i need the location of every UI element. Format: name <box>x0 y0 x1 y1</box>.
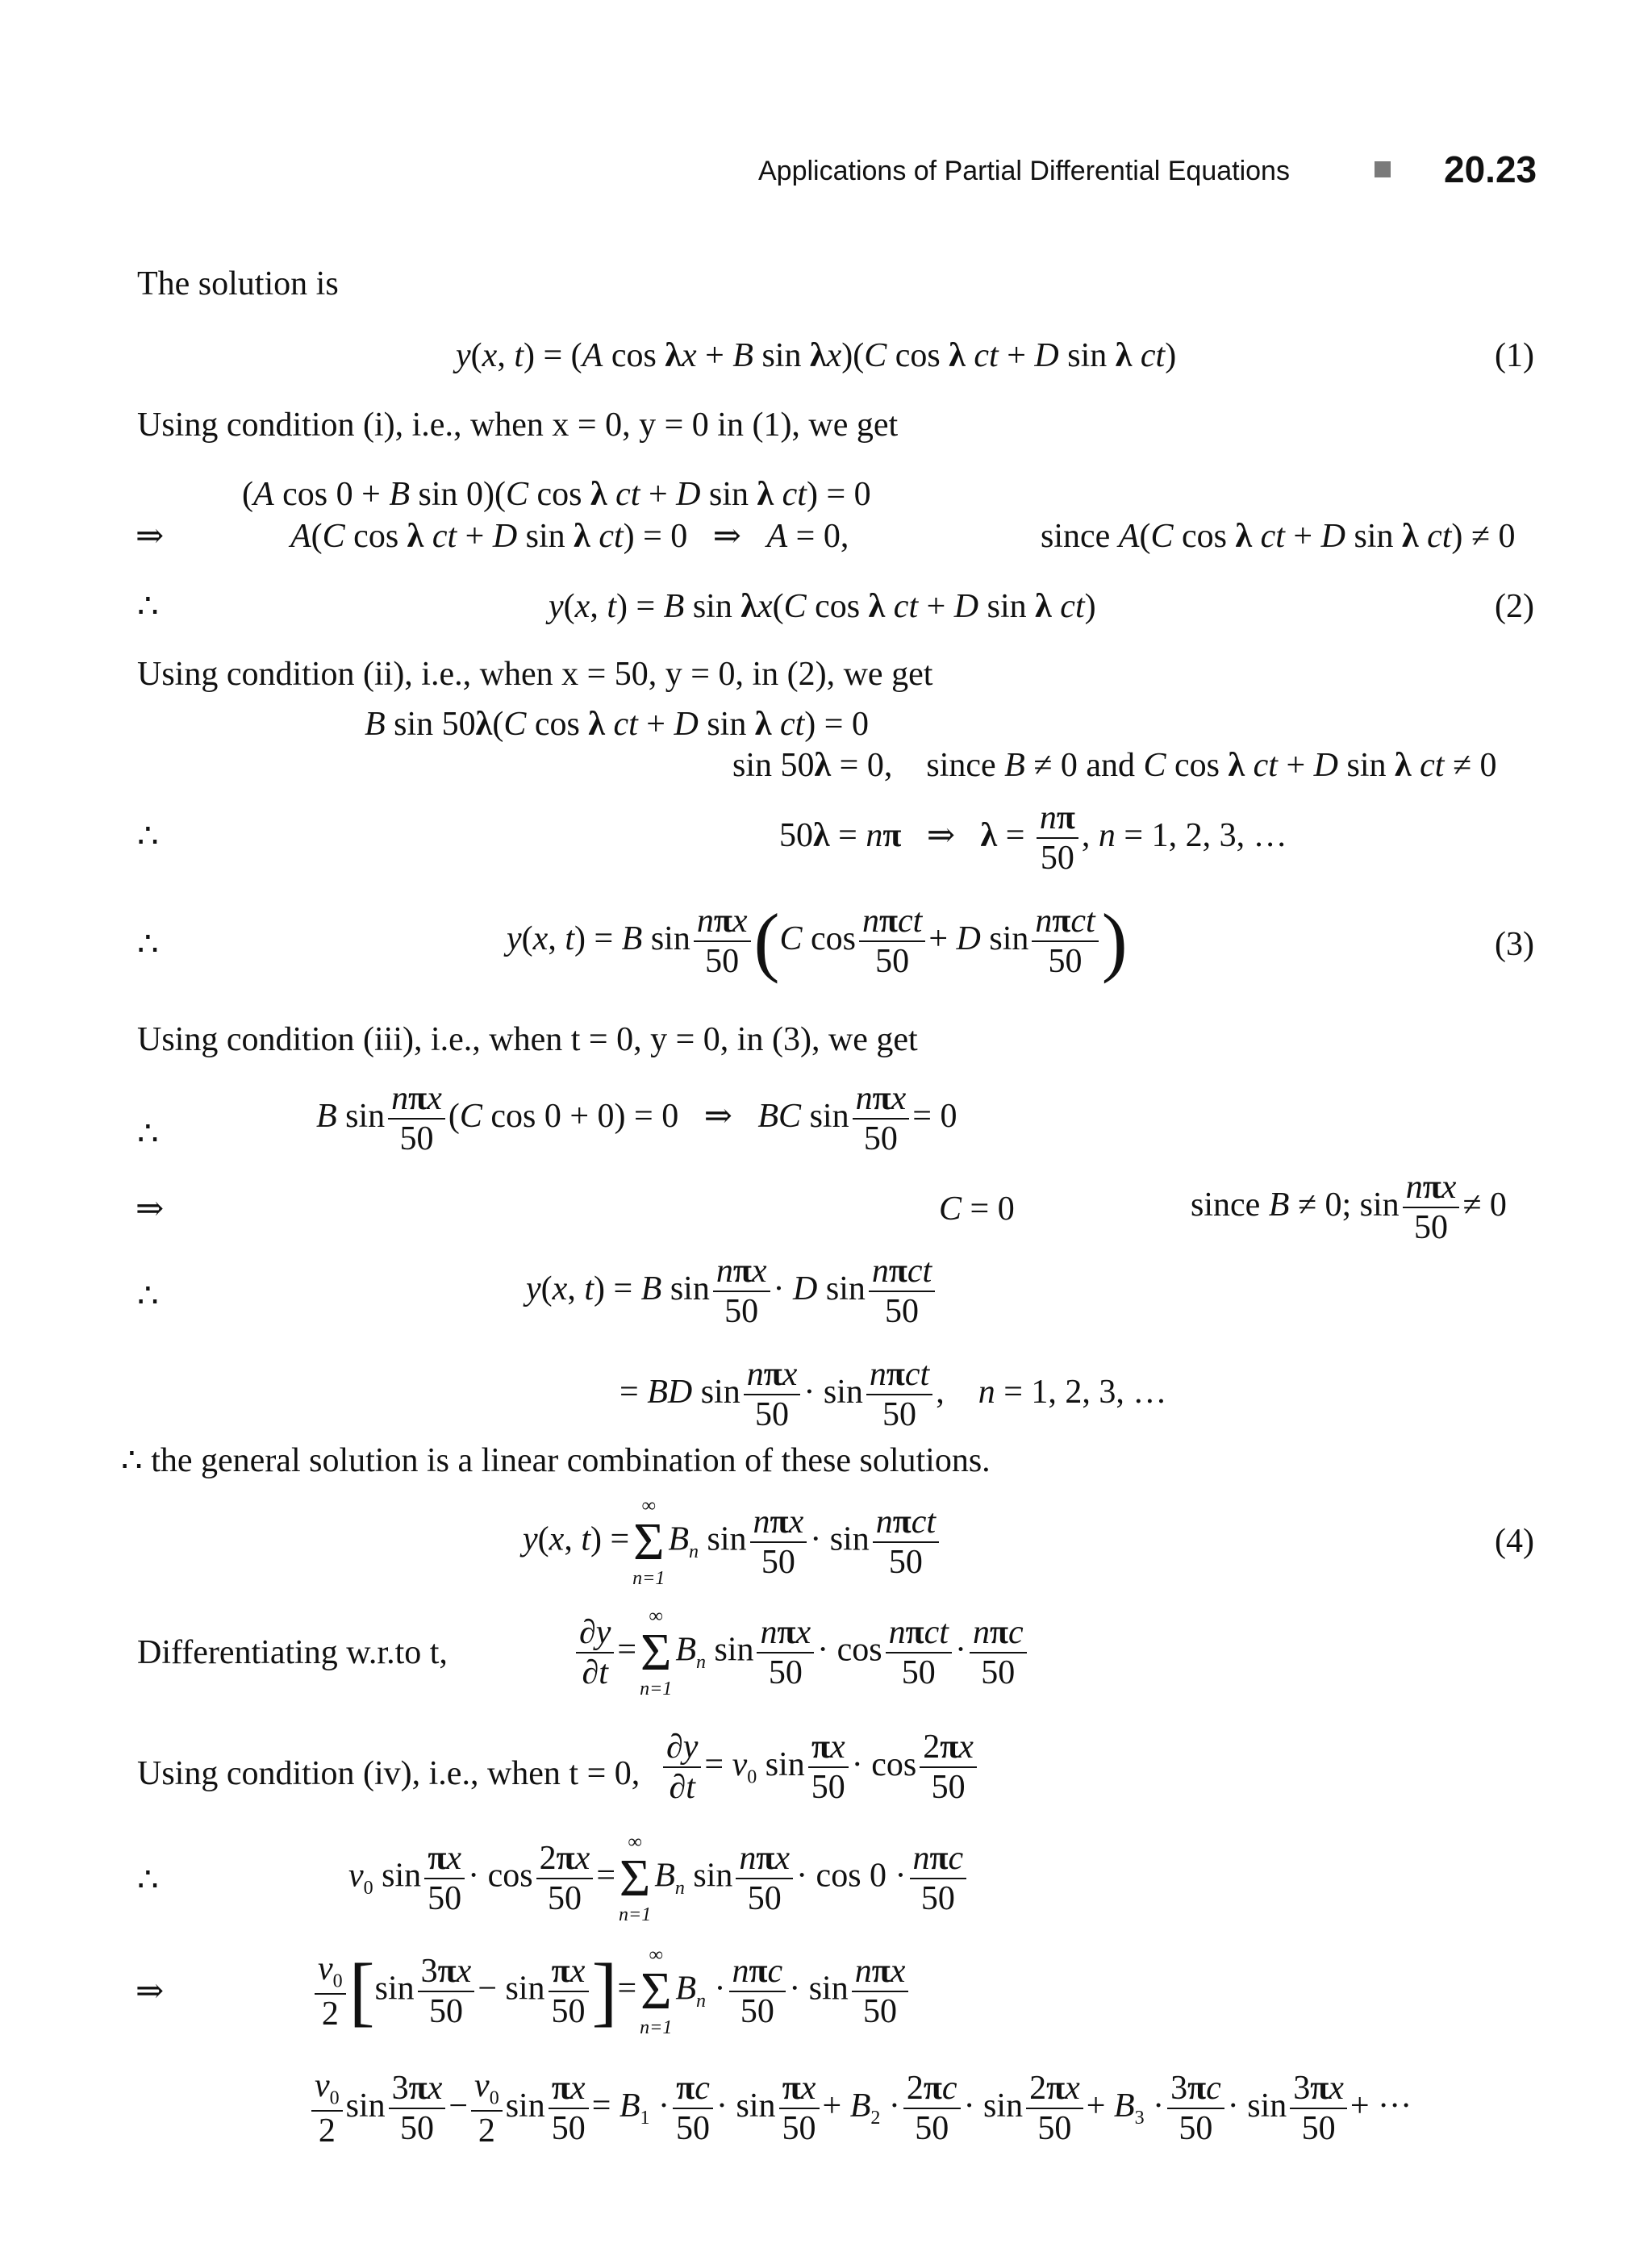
equation-3: y(x, t) = B sin $\frac{\text{nπx}}{50}$ (C cos $\frac{\text{nπct}}{50}$ + D sin $\frac{\text{nπct}}{50}$ ) <box>507 897 1128 984</box>
equation-cond2-a: B sin 50λ(C cos λ ct + D sin λ ct) = 0 <box>365 706 869 743</box>
equation-cond3-a: B sin $\frac{\text{nπx}}{50}$ (C cos 0 + 0) = 0 ⇒ BC sin $\frac{\text{nπx}}{50}$ = 0 <box>316 1080 957 1158</box>
equation-cond3-since: since B ≠ 0; sin $\frac{\text{nπx}}{50}$ ≠ 0 <box>1191 1169 1507 1247</box>
equation-2: y(x, t) = B sin λx(C cos λ ct + D sin λ ct) <box>549 588 1096 625</box>
equation-number-3: (3) <box>1495 926 1534 963</box>
implies-symbol: ⇒ <box>136 518 165 555</box>
page-number: 20.23 <box>1444 148 1537 190</box>
running-header-title: Applications of Partial Differential Equations <box>758 156 1290 186</box>
therefore-symbol: ∴ <box>137 1115 159 1153</box>
equation-cond4: $\frac{\partial y}{\partial t}$ = $v_0$ sin $\frac{\pi x}{50}$ · cos $\frac{2\pi x}{50}$ <box>660 1728 980 1808</box>
implies-symbol: ⇒ <box>136 1191 165 1228</box>
text-differentiating: Differentiating w.r.to t, <box>137 1634 448 1671</box>
text-condition-3: Using condition (iii), i.e., when t = 0, y = 0, in (3), we get <box>137 1021 918 1058</box>
equation-cond1-a: (A cos 0 + B sin 0)(C cos λ ct + D sin λ ct) = 0 <box>242 476 871 513</box>
equation-number-2: (2) <box>1495 588 1534 625</box>
equation-4: y(x, t) = ∞ Σ n=1 $B_n$ sin $\frac{\text{nπx}}{50}$ · sin $\frac{\text{nπct}}{50}$ <box>523 1496 942 1588</box>
implies-symbol: ⇒ <box>136 1973 165 2010</box>
equation-cond4-b: $\frac{v_0}{2}$ [sin $\frac{3\pi x}{50}$ − sin $\frac{\pi x}{50}$ ]= ∞ Σ n=1 $B_n$ · $\frac{\text{nπc}}{50}$ · sin $\frac{\text{nπx}}{50}$ <box>311 1945 912 2037</box>
equation-cond2-b: sin 50λ = 0, since B ≠ 0 and C cos λ ct + D sin λ ct ≠ 0 <box>732 747 1497 784</box>
equation-derivative: $\frac{\partial y}{\partial t}$ = ∞ Σ n=1 $B_n$ sin $\frac{\text{nπx}}{50}$ · cos $\frac{\text{nπct}}{50}$ · $\frac{\text{nπc}}{50}$ <box>573 1607 1030 1699</box>
equation-number-1: (1) <box>1495 337 1534 374</box>
equation-c-zero: C = 0 <box>939 1191 1015 1228</box>
text-solution-is: The solution is <box>137 265 339 302</box>
equation-cond3-c: = BD sin $\frac{\text{nπx}}{50}$ · sin $\frac{\text{nπct}}{50}$ , n = 1, 2, 3, … <box>620 1356 1167 1434</box>
text-condition-2: Using condition (ii), i.e., when x = 50, y = 0, in (2), we get <box>137 656 933 693</box>
therefore-symbol: ∴ <box>137 818 159 855</box>
therefore-symbol: ∴ <box>137 1862 159 1899</box>
equation-number-4: (4) <box>1495 1523 1534 1560</box>
equation-cond3-b: y(x, t) = B sin $\frac{\text{nπx}}{50}$ · D sin $\frac{\text{nπct}}{50}$ <box>526 1252 938 1332</box>
equation-cond1-since: since A(C cos λ ct + D sin λ ct) ≠ 0 <box>1041 518 1516 555</box>
header-square-icon <box>1375 161 1391 177</box>
therefore-symbol: ∴ <box>137 1278 159 1315</box>
equation-cond4-c: $\frac{v_0}{2}$ sin $\frac{3\pi x}{50}$ − $\frac{v_0}{2}$ sin $\frac{\pi x}{50}$ = $B_1$ · $\frac{\pi c}{50}$ · sin $\frac{\pi x}{50}$ + $B_2$ · $\frac{2\pi c}{50}$ · sin $\frac{2\pi x}{50}$ + $B_3$ · $\frac{3\pi c}{50}$ · sin $\frac{3\pi x}{50}$ + ··· <box>308 2066 1412 2150</box>
therefore-symbol: ∴ <box>137 926 159 963</box>
equation-lambda: 50λ = nπ ⇒ λ = $\frac{n\pi}{50}$ , n = 1, 2, 3, … <box>779 799 1287 878</box>
equation-1: y(x, t) = (A cos λx + B sin λx)(C cos λ ct + D sin λ ct) <box>456 337 1177 374</box>
text-condition-1: Using condition (i), i.e., when x = 0, y = 0 in (1), we get <box>137 407 899 444</box>
text-general-solution: ∴ the general solution is a linear combination of these solutions. <box>121 1442 991 1479</box>
text-condition-4: Using condition (iv), i.e., when t = 0, <box>137 1755 640 1792</box>
equation-cond1-b: A(C cos λ ct + D sin λ ct) = 0 ⇒ A = 0, <box>290 518 849 555</box>
therefore-symbol: ∴ <box>137 588 159 625</box>
equation-cond4-a: $v_0$ sin $\frac{\pi x}{50}$ · cos $\frac{2\pi x}{50}$ = ∞ Σ n=1 $B_n$ sin $\frac{\text{nπx}}{50}$ · cos 0 · $\frac{\text{nπc}}{50}$ <box>348 1833 970 1924</box>
